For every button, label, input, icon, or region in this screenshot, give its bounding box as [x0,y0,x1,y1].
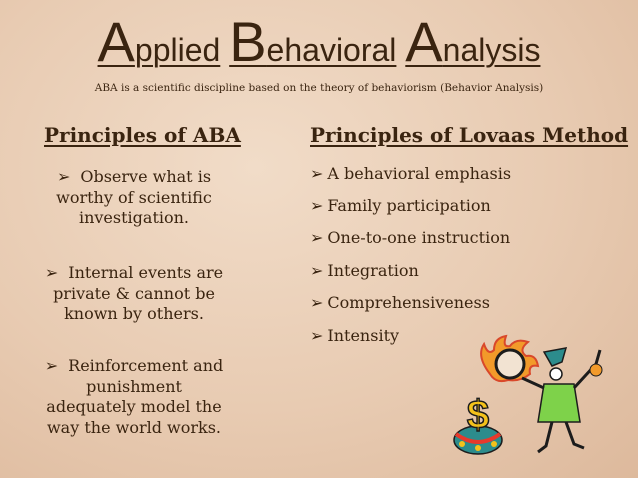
slide-title [0,10,638,73]
bullet-line: ➢ Reinforcement and [44,356,224,375]
dollar-drum-icon [454,393,502,454]
bullet-line: way the world works. [46,417,222,437]
list-item: ➢ Comprehensiveness [310,293,490,312]
list-item: ➢ Intensity [310,326,400,345]
left-bullet-item [34,167,234,229]
title-word-behavioral [229,10,397,73]
bullet-line: ➢ Observe what is [56,167,212,186]
dollar-sign: $ [466,393,490,437]
title-word-applied [97,10,221,73]
list-item: ➢ One-to-one instruction [310,228,511,247]
list-item: ➢ A behavioral emphasis [310,164,512,183]
left-bullet-item [34,356,234,438]
arrow-bullet-icon: ➢ [310,326,324,345]
juggler-clown-icon [448,334,618,474]
fire-ring-icon [481,336,538,381]
title-rest: ehavioral [266,32,397,68]
left-bullet-item [34,263,234,325]
left-column-heading: Principles of ABA [44,123,241,147]
bullet-line: private & cannot be [53,283,215,303]
title-initial: B [229,10,267,73]
arrow-bullet-icon: ➢ [56,167,71,186]
bullet-line: ➢ Internal events are [44,263,224,282]
arrow-bullet-icon: ➢ [310,196,324,215]
arrow-bullet-icon: ➢ [310,261,324,280]
list-item: ➢ Integration [310,261,419,280]
title-rest: nalysis [442,32,541,68]
right-column-heading: Principles of Lovaas Method [310,123,629,147]
title-initial: A [97,10,135,73]
arrow-bullet-icon: ➢ [44,263,59,282]
title-word-analysis [405,10,541,73]
bullet-line: worthy of scientific [56,187,212,207]
list-item: ➢ Family participation [310,196,491,215]
bullet-line: adequately model the [46,397,222,416]
bullet-line: punishment [86,376,182,396]
subtitle: ABA is a scientific discipline based on the theory of behaviorism (Behavior Analysis) [94,82,544,94]
title-initial: A [405,10,443,73]
bullet-line: investigation. [78,208,190,227]
title-rest: pplied [134,32,221,68]
arrow-bullet-icon: ➢ [310,228,324,247]
bullet-line: known by others. [64,304,204,323]
arrow-bullet-icon: ➢ [310,293,324,312]
arrow-bullet-icon: ➢ [310,164,324,183]
arrow-bullet-icon: ➢ [44,356,59,375]
